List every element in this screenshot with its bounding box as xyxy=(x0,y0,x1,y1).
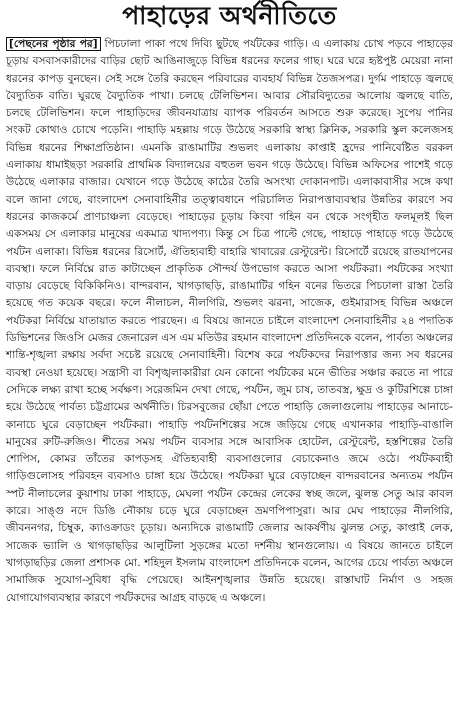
paragraph-text: পিচঢালা পাকা পথে দিব্যি ছুটছে পর্যটকের গাড়ি। এ এলাকায় চোখ পড়বে পাহাড়ের চূড়ায় বসবাসকারীদের বাড়ির ছোট আঙিনাজুড়ে বিভিন্ন ধরনের ফলের গাছ। ঘরে ঘরে হৃষ্টপুষ্ট মেয়েরা নানা ধরনের কাপড় বুনছেন। সেই সঙ্গে তৈরি করছেন পরিবারের ব্যবহার্য বিভিন্ন তৈজসপত্র। দুর্গম পাহাড়ে জ্বলছে বৈদ্যুতিক বাতি। ঘুরছে বৈদ্যুতিক পাখা। চলছে টেলিভিশন। আবার সৌরবিদ্যুতের আলোয় জ্বলছে বাতি, চলছে টেলিভিশন। ফলে পাহাড়িদের জীবনযাত্রায় ব্যাপক পরিবর্তন আসতে শুরু করেছে। সুপেয় পানির সংকট কোথাও চোখে পড়েনি। পাহাড়ি মহল্লায় গড়ে উঠেছে সরকারি স্বাস্থ্য ক্লিনিক, সরকারি স্কুল কলেজসহ বিভিন্ন ধরনের শিক্ষাপ্রতিষ্ঠান। এমনকি রাঙামাটির শুভলং এলাকায় কাপ্তাই হ্রদের পানিবেষ্টিত বরকল এলাকায় ধামাইছড়া সরকারি প্রাথমিক বিদ্যালয়ের বহুতল ভবন গড়ে উঠেছে। বিভিন্ন অফিসের পাশেই গড়ে উঠেছে এলাকার বাজার। যেখানে গড়ে উঠেছে কাঠের তৈরি অসংখ্য দোকানপাট। এলাকাবাসীর সঙ্গে কথা বলে জানা গেছে, বাংলাদেশ সেনাবাহিনীর তত্ত্বাবধানে পরিচালিত নিরাপত্তাব্যবস্থার উন্নতির কারণে সব ধরনের কাজকর্মে প্রাণচাঞ্চল্য বেড়েছে। পাহাড়ের চূড়ায় কিংবা গহিন বন থেকে সংগৃহীত ফলমূলই ছিল একসময় সে এলাকার মানুষের একমাত্র খাদ্যপণ্য। কিন্তু সে চিত্র পাল্টে গেছে, পাহাড়ে পাহাড়ে গড়ে উঠেছে পর্যটন এলাকা। বিভিন্ন ধরনের রিসোর্ট, ঐতিহ্যবাহী বাহারি খাবারের রেস্টুরেন্ট। রিসোর্টে রয়েছে রাতযাপনের ব্যবস্থা। ফলে নির্বিঘ্নে রাত কাটাচ্ছেন প্রাকৃতিক সৌন্দর্য উপভোগ করতে আসা পর্যটকরা। পর্যটকের সংখ্যা বাড়ায় বেড়েছে বিকিকিনিও। বান্দরবান, খাগড়াছড়ি, রাঙামাটির গহিন বনের ভিতরে পিচঢালা রাস্তা তৈরি হয়েছে গত কয়েক বছরে। ফলে নীলাচল, নীলগিরি, শুভলং ঝরনা, সাজেক, গুইমারাসহ বিভিন্ন অঞ্চলে পর্যটকরা নির্বিঘ্নে যাতায়াত করতে পারছেন। এ বিষয়ে জানতে চাইলে বাংলাদেশ সেনাবাহিনীর ২৪ পদাতিক ডিভিশনের জিওসি মেজর জেনারেল এস এম মতিউর রহমান বাংলাদেশ প্রতিদিনকে বলেন, পার্বত্য অঞ্চলের শান্তি-শৃঙ্খলা রক্ষায় সর্বদা সচেষ্ট রয়েছে সেনাবাহিনী। বিশেষ করে পর্যটকদের নিরাপত্তার জন্য সব ধরনের ব্যবস্থা নেওয়া হয়েছে। সন্ত্রাসী বা বিশৃঙ্খলাকারীরা যেন কোনো পর্যটকের মনে ভীতির সঞ্চার করতে না পারে সেদিকে লক্ষ্য রাখা হচ্ছে সর্বক্ষণ। সরেজমিন দেখা গেছে, পর্যটন, জুম চাষ, তাতবস্ত্র, ক্ষুদ্র ও কুটিরশিল্পে চাঙ্গা হয়ে উঠেছে পার্বত্য চট্টগ্রামের অর্থনীতি। চিরসবুজের ছোঁয়া পেতে পাহাড়ি জেলাগুলোয় পাহাড়ের আনাচে-কানাচে ঘুরে বেড়াচ্ছেন পর্যটকরা। পাহাড়ি পর্যটনশিল্পের সঙ্গে জড়িয়ে গেছে এখানকার পাহাড়ি-বাঙালি মানুষের রুটি-রুজিও। শীতের সময় পর্যটন ব্যবসার সঙ্গে আবাসিক হোটেল, রেস্টুরেন্ট, হস্তশিল্পের তৈরি শোপিস, কোমর তাঁতের কাপড়সহ ঐতিহ্যবাহী ব্যবসাগুলোর বেচাকেনাও জমে ওঠে। পর্যটকবাহী গাড়িগুলোসহ পরিবহন ব্যবসাও চাঙ্গা হয়ে উঠেছে। পর্যটকরা ঘুরে বেড়াচ্ছেন বান্দরবানের অন্যতম পর্যটন স্পট নীলাচলের কুয়াশায় ঢাকা পাহাড়ে, মেঘলা পর্যটন কেন্দ্রের লেকের স্বচ্ছ জলে, ঝুলন্ত সেতু আর কাবল কারে। সাঙ্গু নদে ডিঙি নৌকায় চড়ে ঘুরে বেড়াচ্ছেন ভ্রমণপিপাসুরা। আর মেঘ পাহাড়ের নীলগিরি, জীবননগর, চিম্বুক, ক্যাওক্রাডং চূড়ায়। অন্যদিকে রাঙামাটি জেলার আকর্ষণীয় ঝুলন্ত সেতু, কাপ্তাই লেক, সাজেক ভ্যালি ও খাগড়াছড়ির আলুটিলা সুড়ঙ্গের মতো দর্শনীয় স্থানগুলোয়। এ বিষয়ে জানতে চাইলে খাগড়াছড়ির জেলা প্রশাসক মো. শহিদুল ইসলাম বাংলাদেশ প্রতিদিনকে বলেন, আগের চেয়ে পার্বত্য অঞ্চলে সামাজিক সুযোগ-সুবিধা বৃদ্ধি পেয়েছে। আইনশৃঙ্খলার উন্নতি হয়েছে। রাস্তাঘাট নির্মাণ ও সহজ যোগাযোগব্যবস্থার কারণে পর্যটকদের আগ্রহ বাড়ছে এ অঞ্চলে। xyxy=(6,38,454,604)
article-body xyxy=(6,36,453,607)
article-headline: পাহাড়ের অর্থনীতিতে xyxy=(122,0,337,30)
article-paragraph xyxy=(6,36,453,607)
continued-from-label: [পেছনের পৃষ্ঠার পর] xyxy=(6,37,101,51)
